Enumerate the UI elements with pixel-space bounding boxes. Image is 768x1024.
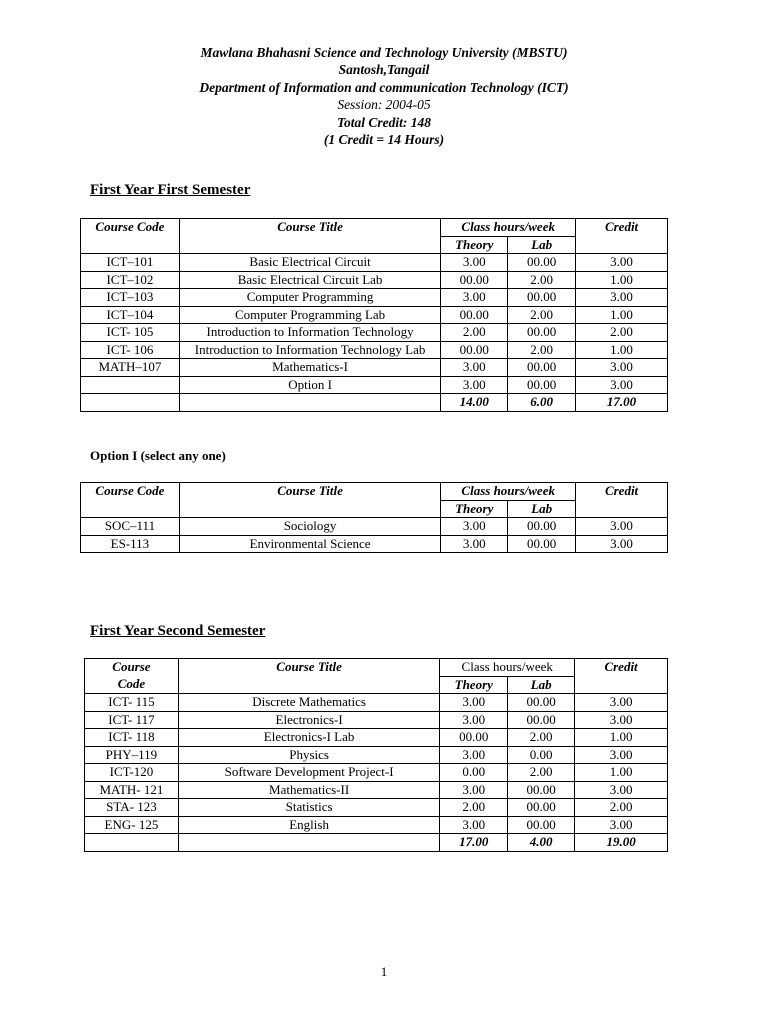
cell-title: Software Development Project-I [178,764,439,782]
cell-title: Physics [178,746,439,764]
sem2-heading: First Year Second Semester [90,623,266,639]
cell-theory: 3.00 [441,376,508,394]
table-row [81,306,668,324]
cell-title: Option I [179,376,440,394]
table-row [85,746,668,764]
cell-code: ICT- 118 [85,729,179,747]
cell-title: Basic Electrical Circuit [179,254,440,272]
cell-credit: 3.00 [575,746,668,764]
cell-credit: 3.00 [576,359,668,377]
table-row [81,376,668,394]
cell-credit: 1.00 [575,764,668,782]
col-theory: Theory [441,236,508,254]
total-empty [178,834,439,852]
col-credit: Credit [576,483,668,518]
cell-lab: 00.00 [508,535,576,553]
col-theory: Theory [441,500,508,518]
cell-title: Computer Programming Lab [179,306,440,324]
cell-code: ICT- 106 [81,341,180,359]
table-row [85,711,668,729]
cell-lab: 2.00 [508,764,575,782]
sem1-table [80,218,668,412]
cell-credit: 3.00 [575,694,668,712]
col-course-title: Course Title [178,659,439,694]
col-lab: Lab [508,500,576,518]
cell-theory: 00.00 [441,306,508,324]
total-empty [85,834,179,852]
table-row [81,359,668,377]
total-credit: Total Credit: 148 [336,114,431,130]
cell-code: PHY–119 [85,746,179,764]
option1-body [81,518,668,553]
cell-title: Discrete Mathematics [178,694,439,712]
cell-credit: 2.00 [576,324,668,342]
col-course-title: Course Title [179,219,440,254]
cell-theory: 3.00 [441,289,508,307]
cell-title: Electronics-I Lab [178,729,439,747]
cell-lab: 00.00 [508,289,576,307]
total-row [81,394,668,412]
col-class-hours: Class hours/week [441,219,576,237]
col-course-code-line1: Course [112,659,151,674]
total-empty [81,394,180,412]
sem2-body [85,694,668,852]
cell-title: Computer Programming [179,289,440,307]
cell-code: MATH–107 [81,359,180,377]
cell-theory: 3.00 [440,781,508,799]
department-name: Department of Information and communication Technology (ICT) [199,79,569,95]
col-course-code: Course Code [81,483,180,518]
cell-lab: 00.00 [508,376,576,394]
table-row [85,799,668,817]
total-empty [179,394,440,412]
page-number: 1 [380,964,388,979]
cell-code: ICT–104 [81,306,180,324]
cell-credit: 3.00 [576,254,668,272]
cell-lab: 00.00 [508,694,575,712]
col-course-title: Course Title [179,483,440,518]
cell-credit: 1.00 [576,341,668,359]
cell-lab: 00.00 [508,359,576,377]
table-row [85,729,668,747]
option1-table [80,482,668,553]
cell-credit: 2.00 [575,799,668,817]
cell-lab: 00.00 [508,816,575,834]
cell-title: Introduction to Information Technology Lab [179,341,440,359]
table-row [81,289,668,307]
cell-credit: 1.00 [576,306,668,324]
table-row [81,518,668,536]
cell-theory: 00.00 [441,271,508,289]
cell-credit: 3.00 [576,535,668,553]
cell-credit: 3.00 [575,711,668,729]
cell-theory: 3.00 [440,746,508,764]
cell-code: SOC–111 [81,518,180,536]
col-lab: Lab [508,236,576,254]
cell-lab: 00.00 [508,518,576,536]
cell-lab: 0.00 [508,746,575,764]
cell-title: English [178,816,439,834]
cell-lab: 2.00 [508,306,576,324]
cell-theory: 0.00 [440,764,508,782]
cell-credit: 3.00 [575,781,668,799]
university-name: Mawlana Bhahasni Science and Technology University (MBSTU) [200,45,568,60]
cell-code [81,376,180,394]
col-class-hours: Class hours/week [441,483,576,501]
cell-lab: 2.00 [508,341,576,359]
col-lab: Lab [508,676,575,694]
cell-title: Environmental Science [179,535,440,553]
cell-theory: 3.00 [441,359,508,377]
col-class-hours: Class hours/week [440,659,575,677]
table-row [81,324,668,342]
cell-title: Basic Electrical Circuit Lab [179,271,440,289]
cell-lab: 00.00 [508,254,576,272]
university-location: Santosh,Tangail [338,62,430,78]
col-course-code [85,659,179,694]
cell-title: Mathematics-I [179,359,440,377]
cell-theory: 00.00 [440,729,508,747]
credit-note: (1 Credit = 14 Hours) [323,132,445,148]
document-header [0,44,768,148]
table-row [81,535,668,553]
cell-code: STA- 123 [85,799,179,817]
cell-credit: 3.00 [575,816,668,834]
total-theory: 17.00 [440,834,508,852]
total-lab: 4.00 [508,834,575,852]
cell-code: ICT–101 [81,254,180,272]
sem1-body [81,254,668,412]
col-course-code: Course Code [81,219,180,254]
cell-code: ENG- 125 [85,816,179,834]
cell-code: ICT-120 [85,764,179,782]
cell-title: Introduction to Information Technology [179,324,440,342]
cell-code: ICT- 105 [81,324,180,342]
table-row [85,781,668,799]
cell-lab: 00.00 [508,781,575,799]
total-row [85,834,668,852]
cell-title: Electronics-I [178,711,439,729]
cell-code: ICT–103 [81,289,180,307]
session: Session: 2004-05 [337,97,431,113]
cell-code: ES-113 [81,535,180,553]
cell-lab: 00.00 [508,711,575,729]
cell-theory: 3.00 [440,711,508,729]
table-row [85,816,668,834]
cell-lab: 2.00 [508,271,576,289]
cell-title: Statistics [178,799,439,817]
total-lab: 6.00 [508,394,576,412]
option1-label: Option I (select any one) [90,448,226,463]
col-credit: Credit [575,659,668,694]
cell-theory: 3.00 [441,518,508,536]
cell-theory: 2.00 [440,799,508,817]
cell-theory: 3.00 [441,535,508,553]
cell-code: ICT- 115 [85,694,179,712]
table-row [81,341,668,359]
total-theory: 14.00 [441,394,508,412]
table-row [85,694,668,712]
table-row [81,271,668,289]
total-credit: 17.00 [576,394,668,412]
cell-credit: 3.00 [576,518,668,536]
cell-lab: 00.00 [508,324,576,342]
cell-credit: 1.00 [575,729,668,747]
cell-theory: 3.00 [440,816,508,834]
total-credit: 19.00 [575,834,668,852]
col-course-code-line2: Code [117,675,146,691]
cell-theory: 3.00 [440,694,508,712]
cell-credit: 3.00 [576,289,668,307]
cell-theory: 2.00 [441,324,508,342]
cell-code: MATH- 121 [85,781,179,799]
table-row [85,764,668,782]
col-theory: Theory [440,676,508,694]
sem1-heading: First Year First Semester [90,182,251,198]
cell-theory: 3.00 [441,254,508,272]
cell-code: ICT–102 [81,271,180,289]
cell-code: ICT- 117 [85,711,179,729]
cell-title: Mathematics-II [178,781,439,799]
cell-credit: 3.00 [576,376,668,394]
sem2-table [84,658,668,852]
cell-lab: 00.00 [508,799,575,817]
cell-credit: 1.00 [576,271,668,289]
cell-theory: 00.00 [441,341,508,359]
col-credit: Credit [576,219,668,254]
cell-title: Sociology [179,518,440,536]
cell-lab: 2.00 [508,729,575,747]
table-row [81,254,668,272]
